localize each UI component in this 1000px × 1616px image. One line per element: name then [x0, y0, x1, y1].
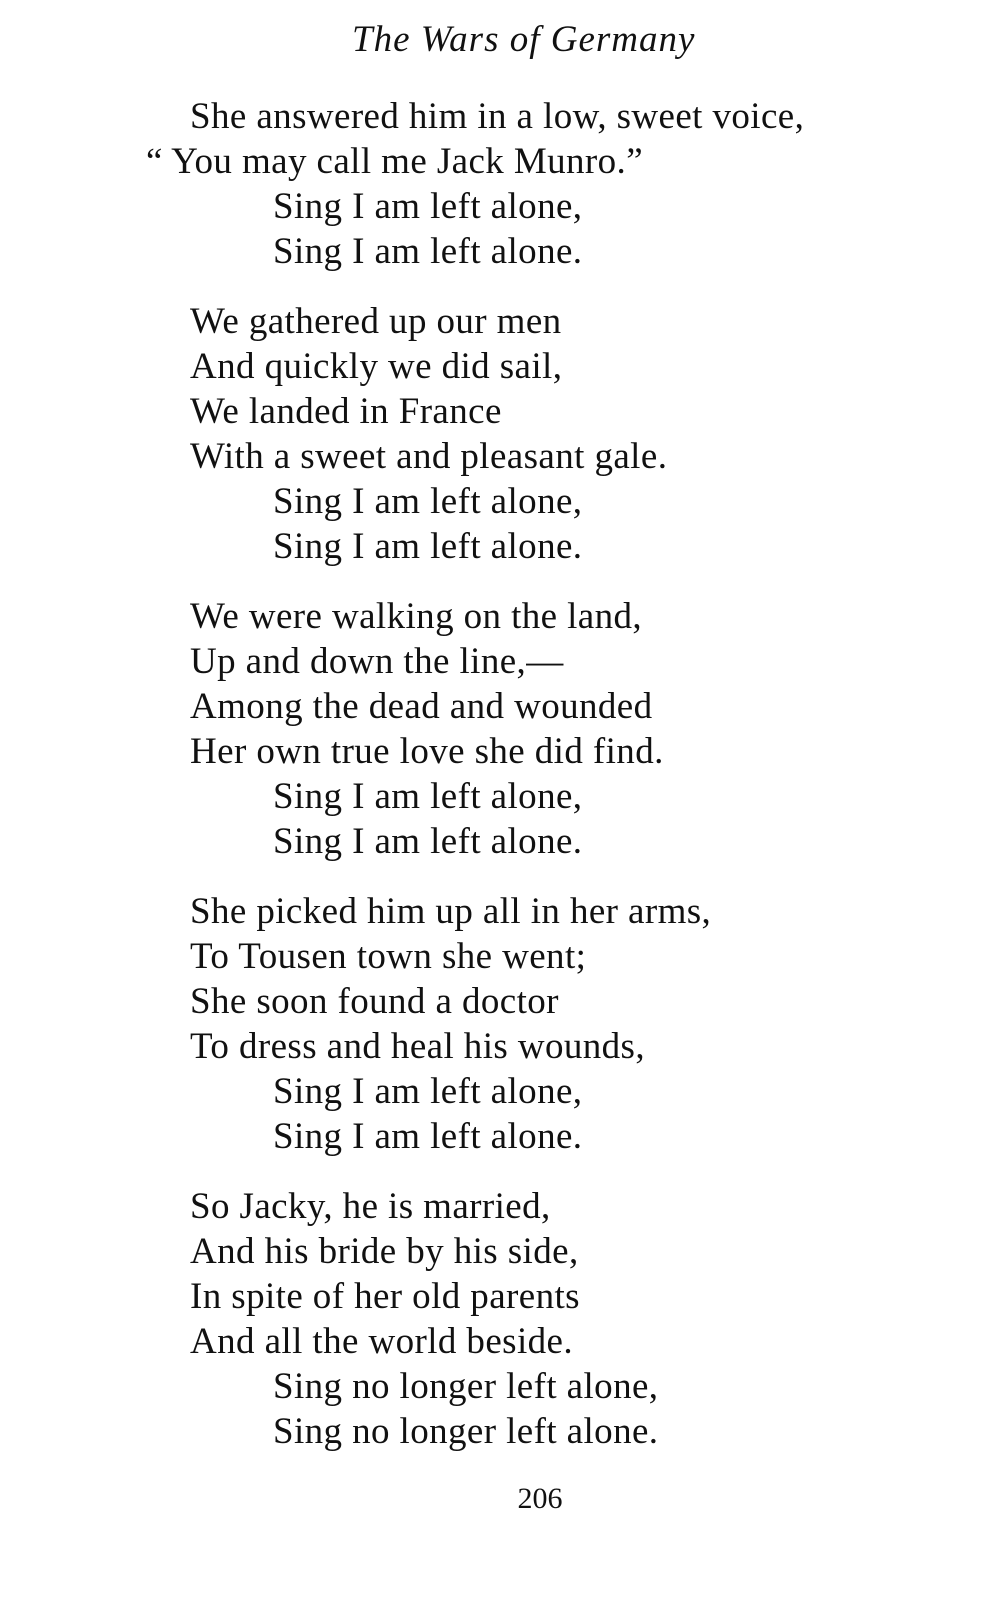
refrain-line: Sing I am left alone.	[273, 1116, 583, 1157]
stanza	[0, 594, 1000, 864]
poem-line: To Tousen town she went;	[190, 936, 587, 977]
poem-line: To dress and heal his wounds,	[190, 1026, 646, 1067]
poem-line: And his bride by his side,	[190, 1231, 579, 1272]
poem-line: She soon found a doctor	[190, 981, 559, 1022]
poem-line: With a sweet and pleasant gale.	[190, 436, 668, 477]
poem-line: Among the dead and wounded	[190, 686, 653, 727]
poem-line: And quickly we did sail,	[190, 346, 563, 387]
refrain-line: Sing no longer left alone.	[273, 1411, 659, 1452]
refrain-line: Sing I am left alone,	[273, 776, 583, 817]
running-head: The Wars of Germany	[352, 19, 696, 60]
poem-line: We were walking on the land,	[190, 596, 643, 637]
refrain-line: Sing I am left alone,	[273, 481, 583, 522]
poem-line: We gathered up our men	[190, 301, 562, 342]
refrain-line: Sing I am left alone.	[273, 821, 583, 862]
poem-line: “ You may call me Jack Munro.”	[146, 141, 644, 182]
poem-line: Her own true love she did find.	[190, 731, 664, 772]
refrain-line: Sing I am left alone.	[273, 526, 583, 567]
poem-line: She picked him up all in her arms,	[190, 891, 712, 932]
stanza	[0, 299, 1000, 569]
poem-line: Up and down the line,—	[190, 641, 564, 682]
poem-line: So Jacky, he is married,	[190, 1186, 551, 1227]
stanza	[0, 889, 1000, 1159]
poem-line: In spite of her old parents	[190, 1276, 580, 1317]
stanza	[0, 94, 1000, 274]
refrain-line: Sing I am left alone.	[273, 231, 583, 272]
refrain-line: Sing I am left alone,	[273, 1071, 583, 1112]
refrain-line: Sing no longer left alone,	[273, 1366, 659, 1407]
page-number: 206	[517, 1482, 563, 1515]
poem-line: And all the world beside.	[190, 1321, 573, 1362]
poem	[0, 94, 1000, 1479]
stanza	[0, 1184, 1000, 1454]
poem-line: She answered him in a low, sweet voice,	[190, 96, 805, 137]
refrain-line: Sing I am left alone,	[273, 186, 583, 227]
poem-line: We landed in France	[190, 391, 502, 432]
